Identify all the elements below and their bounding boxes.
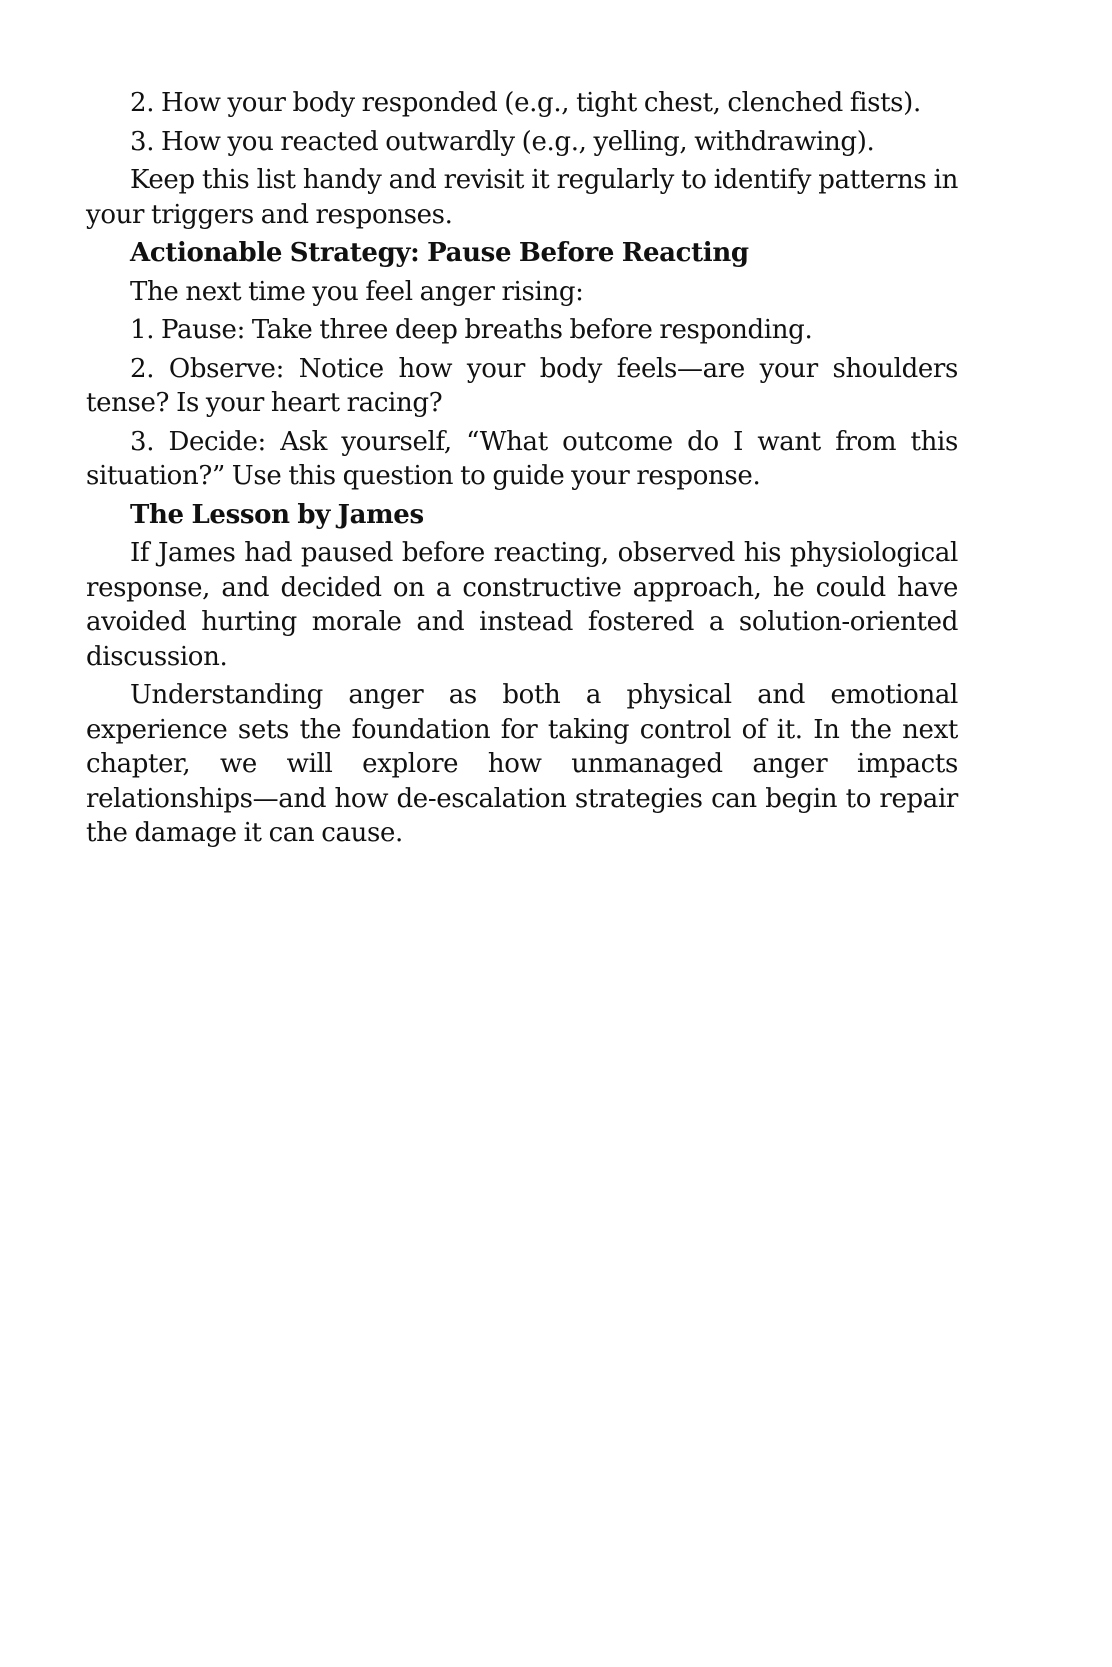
list-item-body-response: 2. How your body responded (e.g., tight chest, clenched fists). bbox=[130, 88, 921, 118]
section-heading-actionable-strategy: Actionable Strategy: Pause Before Reacting bbox=[130, 238, 749, 268]
paragraph-lesson: If James had paused before reacting, observed his physiological response, and decided on a constructive approach, he could have avoided hurting morale and instead fostered a solution-oriented discussion. bbox=[86, 538, 958, 672]
list-item-outward-reaction: 3. How you reacted outwardly (e.g., yelling, withdrawing). bbox=[130, 126, 875, 157]
list-item-pause: 1. Pause: Take three deep breaths before responding. bbox=[130, 315, 813, 345]
paragraph-keep-list: Keep this list handy and revisit it regularly to identify patterns in your triggers and responses. bbox=[86, 165, 958, 230]
list-item-observe: 2. Observe: Notice how your body feels—are your shoulders tense? Is your heart racing? bbox=[86, 353, 958, 418]
section-heading-lesson: The Lesson by James bbox=[130, 499, 424, 530]
paragraph-conclusion: Understanding anger as both a physical and emotional experience sets the foundation for taking control of it. In the next chapter, we will explore how unmanaged anger impacts relationships—and how de-escalation strategies can begin to repair the damage it can cause. bbox=[86, 680, 958, 848]
paragraph-intro-strategy: The next time you feel anger rising: bbox=[130, 276, 584, 307]
list-item-decide: 3. Decide: Ask yourself, “What outcome do I want from this situation?” Use this question to guide your response. bbox=[86, 426, 958, 491]
document-page bbox=[86, 86, 958, 855]
